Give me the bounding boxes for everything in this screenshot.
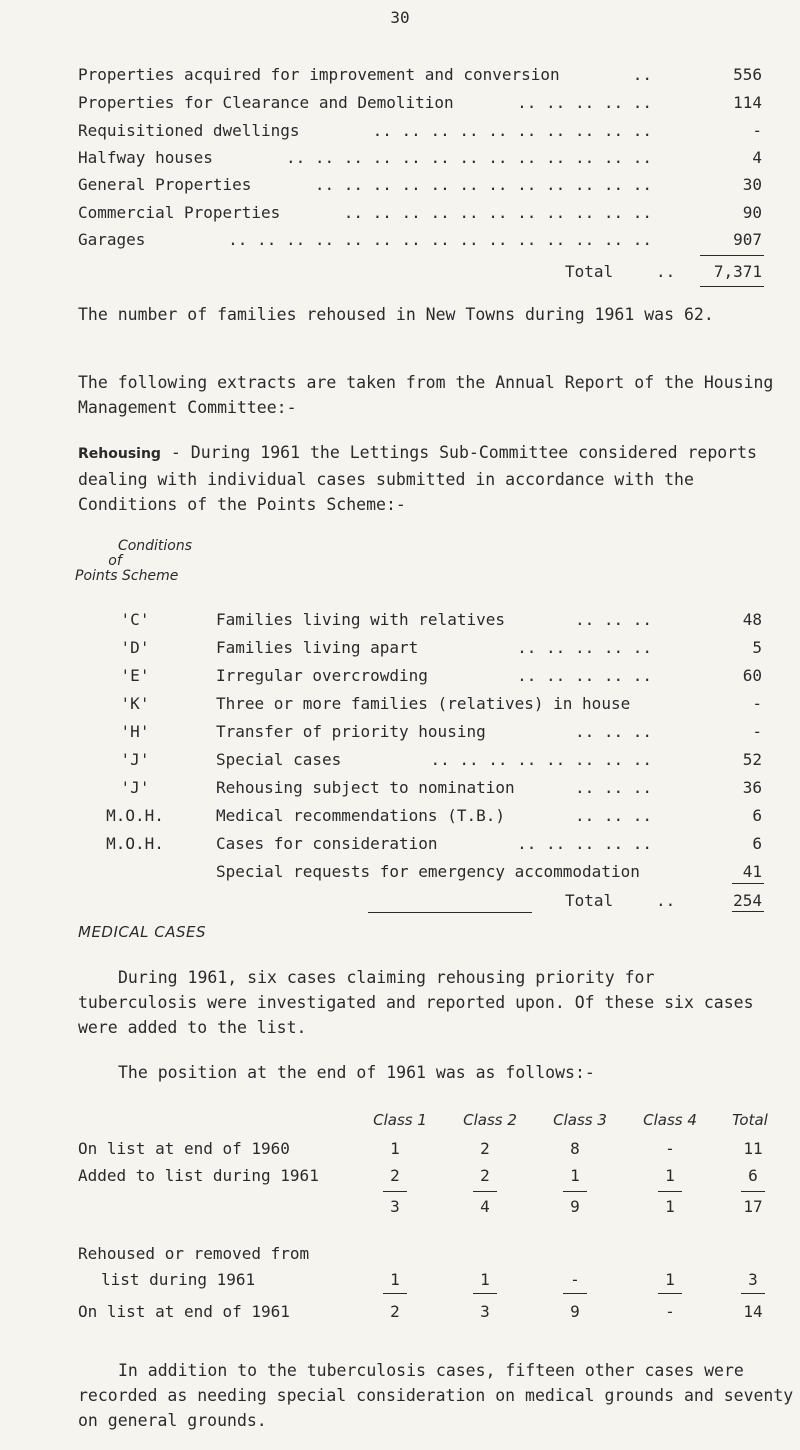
class-cell: 1 — [570, 1166, 580, 1185]
class-cell: 2 — [480, 1166, 490, 1185]
condition-dots: .. .. .. — [574, 806, 652, 825]
total-rule — [700, 286, 764, 287]
class-rule — [473, 1191, 497, 1192]
condition-label: Families living with relatives — [216, 610, 505, 629]
condition-value: 6 — [752, 806, 762, 825]
condition-code: 'J' — [120, 750, 150, 769]
condition-value: 52 — [742, 750, 762, 769]
class-cell: 8 — [570, 1139, 580, 1158]
class-header: Class 2 — [463, 1111, 517, 1129]
class-rule — [658, 1293, 682, 1294]
condition-value: 5 — [752, 638, 762, 657]
condition-dots: .. .. .. — [574, 778, 652, 797]
properties-row-label: General Properties — [78, 175, 252, 194]
condition-label: Medical recommendations (T.B.) — [216, 806, 505, 825]
properties-row-dots: .. .. .. .. .. .. .. .. .. .. .. — [343, 203, 652, 222]
properties-row-label: Properties acquired for improvement and conversion — [78, 65, 560, 84]
condition-dots: .. .. .. .. .. .. .. .. — [430, 750, 652, 769]
condition-code: 'E' — [120, 666, 150, 685]
page-number: 30 — [390, 8, 410, 27]
total-header: Total — [732, 1111, 768, 1129]
condition-dots: .. .. .. .. .. — [517, 666, 652, 685]
properties-row-value: 30 — [742, 175, 762, 194]
class-cell: 11 — [743, 1139, 763, 1158]
conditions-header-line1: Conditions — [117, 538, 193, 554]
condition-code: 'C' — [120, 610, 150, 629]
class-cell: 1 — [665, 1197, 675, 1216]
class-cell: 14 — [743, 1302, 763, 1321]
class-cell: - — [665, 1302, 675, 1321]
class-header: Class 1 — [373, 1111, 427, 1129]
properties-row-value: 556 — [733, 65, 762, 84]
class-row-label: Rehoused or removed from — [78, 1244, 310, 1263]
properties-row-dots: .. .. .. .. .. .. .. .. .. .. .. .. — [314, 175, 652, 194]
properties-row-value: - — [752, 121, 762, 140]
rehousing-paragraph — [78, 440, 778, 517]
properties-row-dots: .. .. .. .. .. .. .. .. .. .. — [372, 121, 652, 140]
class-rule — [383, 1191, 407, 1192]
condition-value: 6 — [752, 834, 762, 853]
condition-code: 'D' — [120, 638, 150, 657]
properties-row-value: 114 — [733, 93, 762, 112]
condition-code: 'J' — [120, 778, 150, 797]
condition-label: Special cases — [216, 750, 342, 769]
class-cell: 4 — [480, 1197, 490, 1216]
properties-row-label: Halfway houses — [78, 148, 213, 167]
condition-value: 36 — [742, 778, 762, 797]
properties-row-label: Commercial Properties — [78, 203, 281, 222]
condition-code: 'H' — [120, 722, 150, 741]
condition-label: Transfer of priority housing — [216, 722, 486, 741]
condition-label: Rehousing subject to nomination — [216, 778, 515, 797]
class-rule — [473, 1293, 497, 1294]
class-cell: 3 — [390, 1197, 400, 1216]
class-rule — [563, 1191, 587, 1192]
properties-row-label: Requisitioned dwellings — [78, 121, 300, 140]
para-extracts: The following extracts are taken from the Annual Report of the Housing Management Committee:- — [78, 373, 774, 417]
para-new-towns: The number of families rehoused in New Towns during 1961 was 62. — [78, 305, 714, 324]
properties-row-value: 907 — [733, 230, 762, 249]
properties-row-dots: .. .. .. .. .. .. .. .. .. .. .. .. .. — [285, 148, 652, 167]
class-header: Class 3 — [553, 1111, 607, 1129]
subtotal-rule — [700, 255, 764, 256]
para-final: In addition to the tuberculosis cases, fifteen other cases were recorded as needing special consideration on medical grounds and seventy on general grounds. — [78, 1361, 794, 1430]
condition-dots: .. .. .. — [574, 722, 652, 741]
properties-row-value: 90 — [742, 203, 762, 222]
class-header: Class 4 — [643, 1111, 697, 1129]
medical-cases-heading: MEDICAL CASES — [78, 923, 207, 941]
class-cell: 1 — [665, 1166, 675, 1185]
class-cell: 17 — [743, 1197, 763, 1216]
class-rule — [658, 1191, 682, 1192]
condition-label: Families living apart — [216, 638, 419, 657]
properties-total-value: 7,371 — [713, 262, 762, 281]
conditions-header-line3: Points Scheme — [75, 568, 179, 584]
conditions-total-rule — [732, 911, 764, 912]
condition-label: Three or more families (relatives) in house — [216, 694, 631, 713]
properties-row-dots: .. .. .. .. .. .. .. .. .. .. .. .. .. .. .. — [228, 230, 652, 249]
class-row-label: On list at end of 1960 — [78, 1139, 290, 1158]
properties-row-label: Garages — [78, 230, 146, 249]
class-row-label-cont: list during 1961 — [101, 1270, 256, 1289]
class-cell: 2 — [390, 1166, 400, 1185]
condition-dots: .. .. .. .. .. — [517, 638, 652, 657]
conditions-total-value: 254 — [733, 891, 762, 910]
class-cell: 9 — [570, 1197, 580, 1216]
class-cell: 9 — [570, 1302, 580, 1321]
para-position: The position at the end of 1961 was as follows:- — [118, 1063, 595, 1082]
rehousing-text: - During 1961 the Lettings Sub-Committee considered reports dealing with individual cases submitted in accordance with the Conditions of the Points Scheme:- — [78, 443, 757, 514]
condition-value: - — [752, 722, 762, 741]
para-tb: During 1961, six cases claiming rehousing priority for tuberculosis were investigated and reported upon. Of these six cases were added to the list. — [78, 968, 754, 1037]
properties-row-dots: .. .. .. .. .. — [517, 93, 652, 112]
condition-value: 41 — [742, 862, 762, 881]
class-cell: - — [570, 1270, 580, 1289]
class-cell: - — [665, 1139, 675, 1158]
condition-value: 48 — [742, 610, 762, 629]
condition-dots: .. .. .. .. .. — [517, 834, 652, 853]
class-rule — [741, 1191, 765, 1192]
class-rule — [383, 1293, 407, 1294]
class-cell: 2 — [390, 1302, 400, 1321]
condition-label: Irregular overcrowding — [216, 666, 428, 685]
properties-row-value: 4 — [752, 148, 762, 167]
condition-label: Cases for consideration — [216, 834, 438, 853]
class-rule — [563, 1293, 587, 1294]
class-cell: 1 — [390, 1139, 400, 1158]
conditions-total-label: Total — [565, 891, 614, 910]
conditions-header-line2: of — [108, 553, 122, 569]
class-cell: 3 — [748, 1270, 758, 1289]
properties-total-dots: .. — [656, 262, 676, 281]
condition-value: - — [752, 694, 762, 713]
condition-code: M.O.H. — [106, 806, 164, 825]
conditions-total-dots: .. — [656, 891, 676, 910]
conditions-subtotal-rule — [732, 883, 764, 884]
condition-code: 'K' — [120, 694, 150, 713]
condition-dots: .. .. .. — [574, 610, 652, 629]
condition-code: M.O.H. — [106, 834, 164, 853]
class-rule — [741, 1293, 765, 1294]
class-cell: 3 — [480, 1302, 490, 1321]
class-row-label: Added to list during 1961 — [78, 1166, 319, 1185]
class-cell: 1 — [390, 1270, 400, 1289]
class-cell: 6 — [748, 1166, 758, 1185]
class-cell: 1 — [480, 1270, 490, 1289]
class-cell: 2 — [480, 1139, 490, 1158]
class-row-label: On list at end of 1961 — [78, 1302, 290, 1321]
properties-total-label: Total — [565, 262, 614, 281]
properties-row-dots: .. — [632, 65, 652, 84]
class-cell: 1 — [665, 1270, 675, 1289]
section-divider — [368, 912, 532, 913]
condition-label: Special requests for emergency accommodation — [216, 862, 640, 881]
rehousing-heading: Rehousing — [78, 446, 161, 462]
condition-value: 60 — [742, 666, 762, 685]
properties-row-label: Properties for Clearance and Demolition — [78, 93, 454, 112]
